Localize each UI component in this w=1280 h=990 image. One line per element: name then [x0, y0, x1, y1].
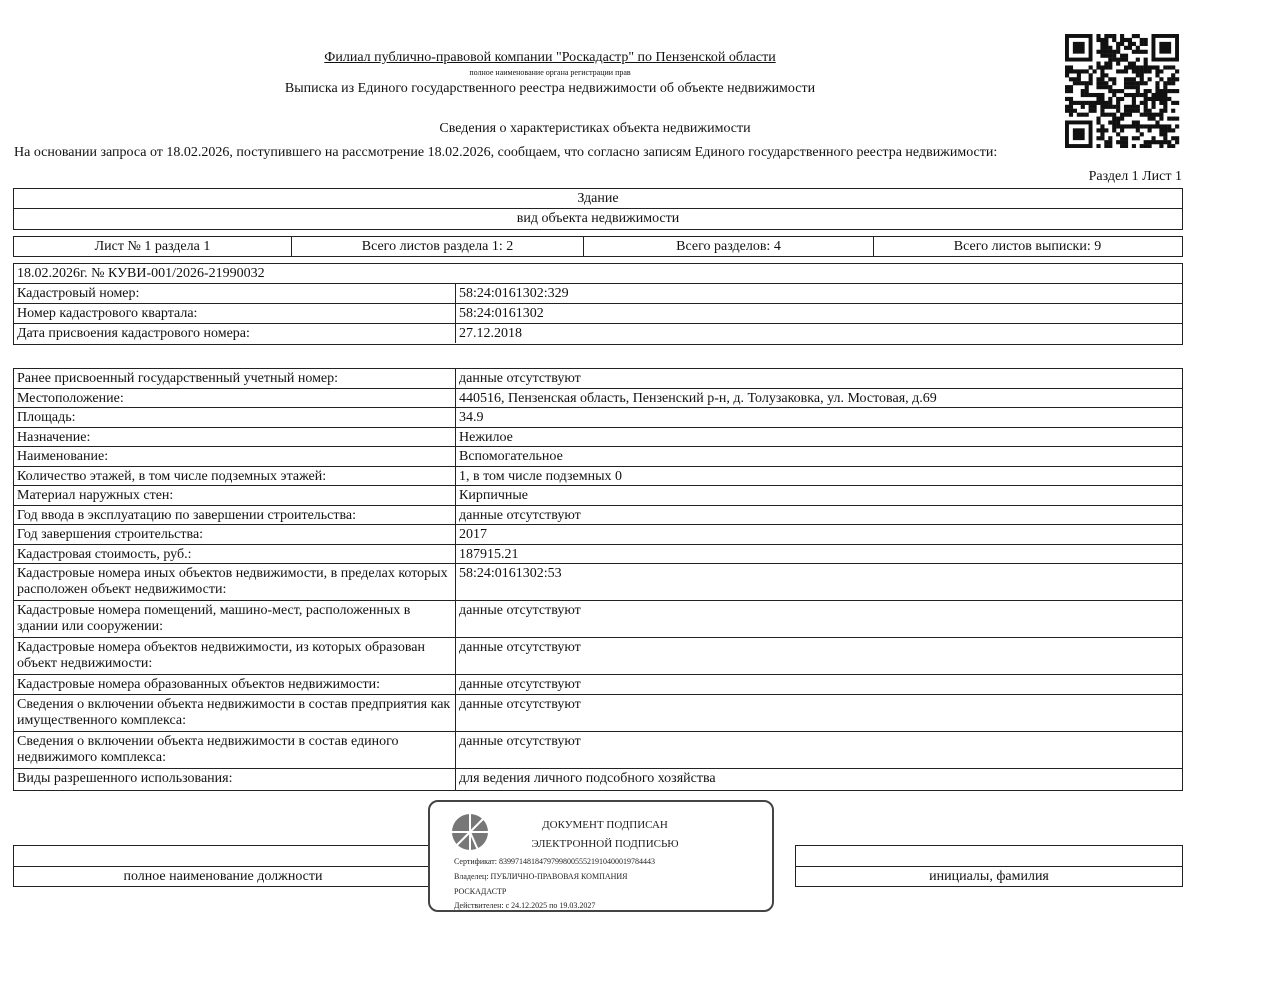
org-name-caption: полное наименование органа регистрации прав: [469, 68, 631, 77]
row-label: Кадастровые номера помещений, машино-мест, расположенных в здании или сооружении:: [14, 601, 456, 637]
table-row: [14, 467, 1182, 487]
row-value: 2017: [459, 527, 487, 542]
row-value: 187915.21: [459, 546, 519, 562]
row-label: Назначение:: [14, 428, 456, 447]
table-row: [14, 769, 1182, 790]
stamp-owner-name: РОСКАДАСТР: [454, 887, 507, 896]
row-value: данные отсутствуют: [459, 507, 581, 523]
section-sheet-reference: Раздел 1 Лист 1: [1088, 169, 1182, 184]
row-label: Кадастровая стоимость, руб.:: [14, 545, 456, 564]
row-value: Нежилое: [459, 429, 513, 445]
sheet-info-cell: Всего разделов: 4: [584, 237, 874, 256]
signature-name-box: [795, 845, 1183, 887]
row-value: данные отсутствуют: [459, 371, 581, 386]
row-label: Ранее присвоенный государственный учетный номер:: [14, 369, 456, 388]
qr-code-icon: [1062, 34, 1182, 148]
document-subtitle: Сведения о характеристиках объекта недвижимости: [439, 121, 751, 136]
stamp-line2: ЭЛЕКТРОННОЙ ПОДПИСЬЮ: [531, 838, 679, 850]
table-row: [14, 506, 1182, 526]
extract-number: 18.02.2026г. № КУВИ-001/2026-21990032: [17, 266, 265, 281]
table-row: [14, 447, 1182, 467]
row-value: 34.9: [459, 410, 484, 425]
object-type-caption: вид объекта недвижимости: [516, 211, 680, 226]
table-row: [14, 428, 1182, 448]
stamp-owner: Владелец: ПУБЛИЧНО-ПРАВОВАЯ КОМПАНИЯ: [454, 872, 628, 881]
row-value: данные отсутствуют: [459, 677, 581, 692]
extract-id-table: [13, 263, 1183, 345]
table-row: [14, 564, 1182, 601]
signature-position-box: [13, 845, 433, 887]
row-label: Виды разрешенного использования:: [14, 769, 456, 790]
row-value: Вспомогательное: [459, 449, 563, 464]
row-label: Сведения о включении объекта недвижимости в состав единого недвижимого комплекса:: [14, 732, 456, 768]
table-row: [14, 638, 1182, 675]
table-row: [14, 369, 1182, 389]
table-row: [14, 408, 1182, 428]
stamp-certificate: Сертификат: 839971481847979980055521910400019784443: [454, 857, 655, 866]
sheet-info-bar: [13, 236, 1183, 257]
row-label: Материал наружных стен:: [14, 486, 456, 505]
object-details-table: [13, 368, 1183, 791]
table-row: [14, 732, 1182, 769]
row-value: 440516, Пензенская область, Пензенский р-н, д. Толузаковка, ул. Мостовая, д.69: [459, 390, 937, 406]
row-value: Кирпичные: [459, 488, 528, 503]
table-row: [14, 525, 1182, 545]
position-caption: полное наименование должности: [123, 869, 323, 884]
object-type-box: [13, 188, 1183, 230]
table-row: [14, 389, 1182, 409]
row-label: Кадастровый номер:: [14, 284, 456, 303]
table-row: [14, 284, 1182, 304]
electronic-signature-stamp: [428, 800, 774, 912]
row-label: Кадастровые номера образованных объектов недвижимости:: [14, 675, 456, 694]
row-value: данные отсутствуют: [459, 640, 581, 655]
extract-number-row: [14, 264, 1182, 284]
stamp-line1: ДОКУМЕНТ ПОДПИСАН: [542, 819, 668, 831]
row-value: для ведения личного подсобного хозяйства: [459, 770, 716, 786]
sheet-info-cell: Лист № 1 раздела 1: [14, 237, 292, 256]
table-row: [14, 675, 1182, 695]
table-row: [14, 695, 1182, 732]
table-row: [14, 601, 1182, 638]
row-label: Количество этажей, в том числе подземных этажей:: [14, 467, 456, 486]
table-row: [14, 324, 1182, 343]
object-type-value: Здание: [14, 189, 1182, 209]
row-label: Местоположение:: [14, 389, 456, 408]
table-row: [14, 545, 1182, 565]
row-label: Наименование:: [14, 447, 456, 466]
row-label: Год ввода в эксплуатацию по завершении строительства:: [14, 506, 456, 525]
row-value: 58:24:0161302: [459, 306, 544, 321]
row-label: Кадастровые номера объектов недвижимости, из которых образован объект недвижимости:: [14, 638, 456, 674]
row-value: данные отсутствуют: [459, 696, 581, 712]
table-row: [14, 486, 1182, 506]
row-label: Год завершения строительства:: [14, 525, 456, 544]
row-value: 58:24:0161302:329: [459, 286, 569, 301]
row-value: данные отсутствуют: [459, 733, 581, 749]
row-label: Кадастровые номера иных объектов недвижимости, в пределах которых расположен объект недвижимости:: [14, 564, 456, 600]
sheet-info-cell: Всего листов раздела 1: 2: [292, 237, 584, 256]
row-label: Площадь:: [14, 408, 456, 427]
request-basis-text: На основании запроса от 18.02.2026, поступившего на рассмотрение 18.02.2026, сообщаем, что согласно записям Единого государственного реестра недвижимости:: [14, 145, 998, 160]
row-label: Дата присвоения кадастрового номера:: [14, 324, 456, 343]
row-value: 58:24:0161302:53: [459, 566, 562, 581]
roscadastr-logo-icon: [448, 810, 492, 854]
sheet-info-cell: Всего листов выписки: 9: [953, 239, 1102, 254]
row-label: Сведения о включении объекта недвижимости в состав предприятия как имущественного комплекса:: [14, 695, 456, 731]
row-label: Номер кадастрового квартала:: [14, 304, 456, 323]
document-title: Выписка из Единого государственного реестра недвижимости об объекте недвижимости: [284, 81, 816, 96]
org-name: Филиал публично-правовой компании "Роскадастр" по Пензенской области: [324, 50, 776, 65]
table-row: [14, 304, 1182, 324]
name-caption: инициалы, фамилия: [929, 869, 1049, 884]
stamp-validity: Действителен: с 24.12.2025 по 19.03.2027: [454, 901, 596, 910]
row-value: 27.12.2018: [459, 326, 522, 341]
row-value: данные отсутствуют: [459, 603, 581, 618]
row-value: 1, в том числе подземных 0: [459, 468, 622, 484]
